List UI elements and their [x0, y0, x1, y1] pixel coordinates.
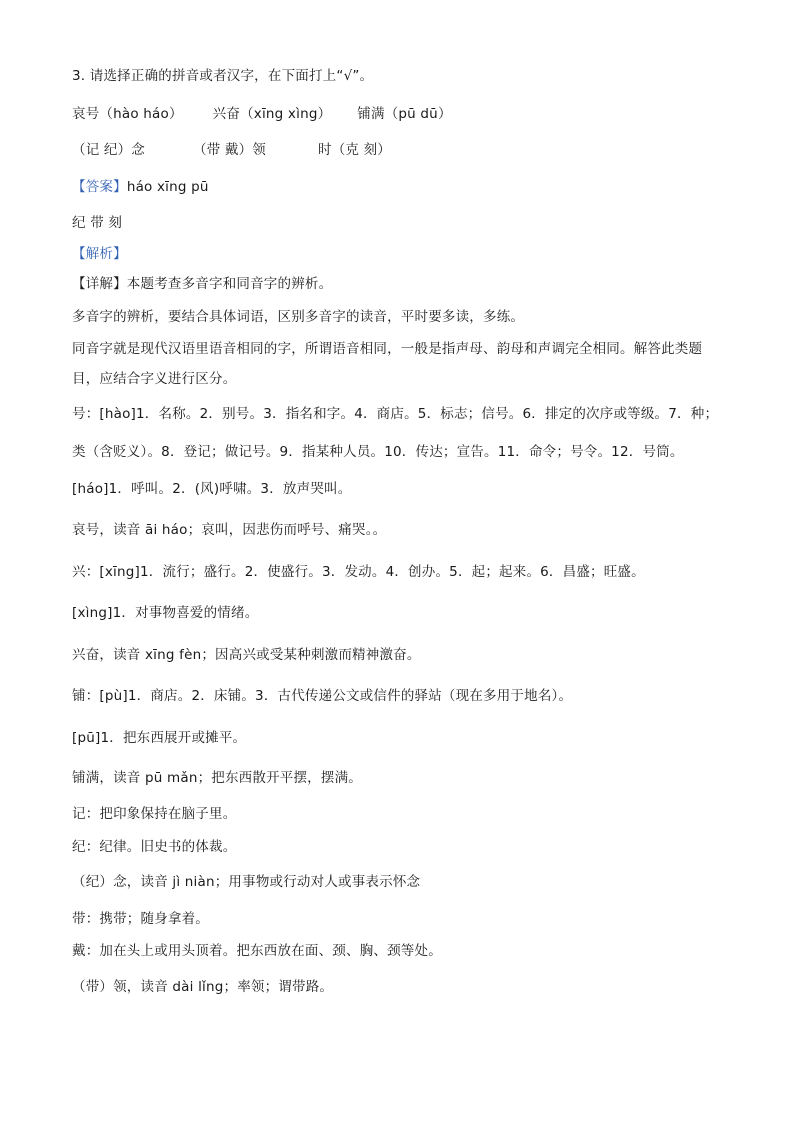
analysis-line: 哀号，读音 āi háo；哀叫，因悲伤而呼号、痛哭。。 [72, 522, 387, 538]
analysis-line: 兴奋，读音 xīng fèn；因高兴或受某种刺激而精神激奋。 [72, 647, 421, 663]
question-row-1 [72, 104, 732, 124]
analysis-line: 带：携带；随身拿着。 [72, 911, 209, 927]
analysis-label: 【解析】 [72, 246, 127, 262]
analysis-line: 兴：[xīng]1．流行；盛行。2．使盛行。3．发动。4．创办。5．起；起来。6．昌盛；旺盛。 [72, 564, 645, 580]
analysis-line: [xìng]1．对事物喜爱的情绪。 [72, 605, 259, 621]
analysis-line: （纪）念，读音 jì niàn；用事物或行动对人或事表示怀念 [72, 874, 421, 890]
question-title: 3. 请选择正确的拼音或者汉字，在下面打上“√”。 [72, 68, 374, 84]
analysis-line: 号：[hào]1．名称。2．别号。3．指名和字。4．商店。5．标志；信号。6．排定的次序或等级。7．种； [72, 406, 719, 422]
answer-line-1 [72, 177, 732, 197]
analysis-line: [háo]1．呼叫。2．(风)呼啸。3．放声哭叫。 [72, 481, 352, 497]
analysis-line: 多音字的辨析，要结合具体词语，区别多音字的读音，平时要多读，多练。 [72, 309, 525, 325]
option-puman: 铺满（pū dū） [357, 106, 452, 122]
analysis-line: [pū]1．把东西展开或摊平。 [72, 730, 247, 746]
analysis-line: （带）领，读音 dài lǐng；率领；谓带路。 [72, 979, 334, 995]
option-jinian: （记 纪）念 [72, 142, 145, 158]
analysis-line: 【详解】本题考查多音字和同音字的辨析。 [72, 276, 333, 292]
answer-label: 【答案】 [72, 179, 127, 195]
analysis-line: 纪：纪律。旧史书的体裁。 [72, 839, 237, 855]
analysis-line: 戴：加在头上或用头顶着。把东西放在面、颈、胸、颈等处。 [72, 943, 442, 959]
option-dailing: （带 戴）领 [193, 142, 266, 158]
analysis-line: 同音字就是现代汉语里语音相同的字，所谓语音相同，一般是指声母、韵母和声调完全相同。解答此类题 [72, 341, 703, 357]
analysis-line: 记：把印象保持在脑子里。 [72, 806, 237, 822]
answer-pinyin: háo xīng pū [126, 179, 209, 195]
answer-line-2: 纪 带 刻 [72, 215, 123, 231]
option-aihao: 哀号（hào háo） [72, 106, 183, 122]
question-row-2 [72, 140, 732, 160]
option-xingfen: 兴奋（xīng xìng） [212, 106, 332, 122]
analysis-line: 铺满，读音 pū mǎn；把东西散开平摆，摆满。 [72, 770, 362, 786]
analysis-line: 铺：[pù]1．商店。2．床铺。3．古代传递公文或信件的驿站（现在多用于地名）。 [72, 688, 573, 704]
analysis-line: 类（含贬义）。8．登记；做记号。9．指某种人员。10．传达；宣告。11．命令；号令。12．号筒。 [72, 444, 684, 460]
option-shike: 时（克 刻） [318, 142, 391, 158]
analysis-line: 目，应结合字义进行区分。 [72, 371, 237, 387]
